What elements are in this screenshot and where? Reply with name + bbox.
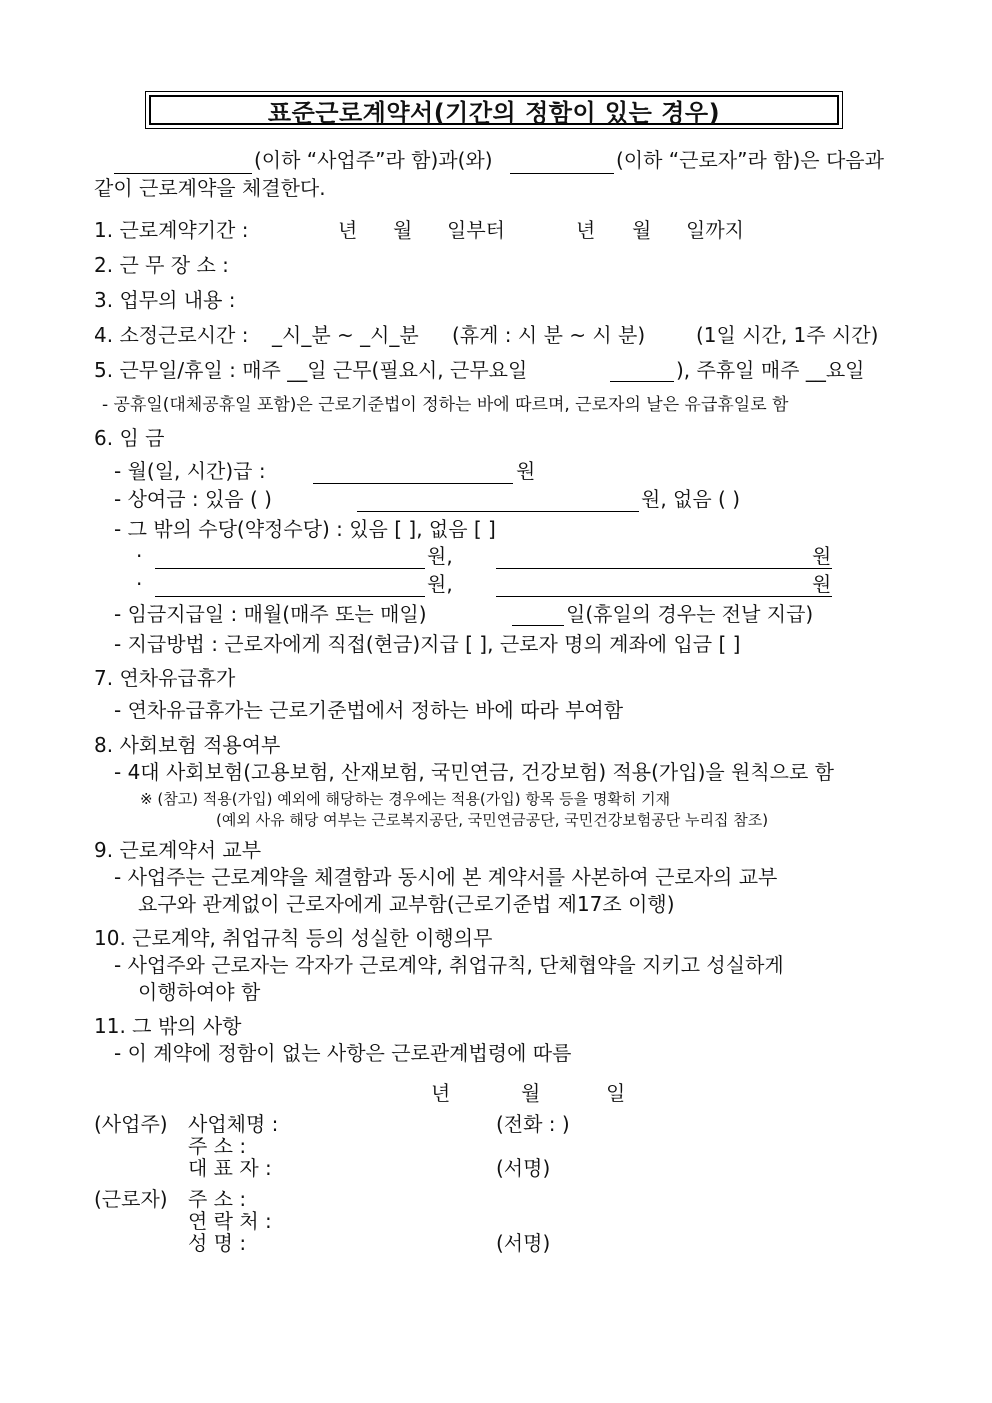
item1-month1: 월: [393, 218, 413, 242]
monthly-wage-label: - 월(일, 시간)급 :: [114, 459, 266, 483]
payday-tail: 일(휴일의 경우는 전날 지급): [566, 602, 814, 626]
employer-phone-label: (전화 : ): [496, 1112, 570, 1136]
item4-label: 4. 소정근로시간 :: [94, 323, 249, 347]
item5-tail: ), 주휴일 매주 __요일: [676, 358, 865, 382]
item10-text1: - 사업주와 근로자는 각자가 근로계약, 취업규칙, 단체협약을 지키고 성실하게: [114, 953, 784, 977]
item2-label: 2. 근 무 장 소 :: [94, 253, 229, 277]
item4-time: _시_분 ~ _시_분: [272, 323, 419, 347]
bonus-tail: 원, 없음 ( ): [641, 487, 740, 511]
item9-text1: - 사업주는 근로계약을 체결함과 동시에 본 계약서를 사본하여 근로자의 교부: [114, 865, 778, 889]
document-title: 표준근로계약서(기간의 정함이 있는 경우): [149, 95, 839, 125]
item6-label: 6. 임 금: [94, 426, 165, 450]
allowance-bullet-1: ·: [136, 544, 143, 568]
item9-label: 9. 근로계약서 교부: [94, 838, 262, 862]
employer-rep-label: 대 표 자 :: [188, 1156, 272, 1180]
worker-address-label: 주 소 :: [188, 1187, 247, 1211]
item10-label: 10. 근로계약, 취업규칙 등의 성실한 이행의무: [94, 926, 493, 950]
bonus-blank[interactable]: [357, 511, 639, 512]
allowance-label: - 그 밖의 수당(약정수당) : 있음 [ ], 없음 [ ]: [114, 517, 496, 541]
allowance-2a-blank[interactable]: [155, 596, 425, 597]
item4-rest: (휴게 : 시 분 ~ 시 분): [452, 323, 646, 347]
work-days-blank[interactable]: [610, 381, 674, 382]
item1-day1: 일부터: [447, 218, 505, 242]
intro-part2: (이하 “근로자”라 함)은 다음과: [616, 148, 884, 172]
item11-label: 11. 그 밖의 사항: [94, 1014, 242, 1038]
item5-note: - 공휴일(대체공휴일 포함)은 근로기준법이 정하는 바에 따르며, 근로자의 날은 유급휴일로 함: [102, 395, 789, 415]
payday-blank[interactable]: [512, 625, 564, 626]
date-month: 월: [521, 1081, 541, 1105]
worker-name-label: 성 명 :: [188, 1231, 247, 1255]
item1-label: 1. 근로계약기간 :: [94, 218, 249, 242]
worker-role: (근로자): [94, 1187, 168, 1211]
item8-note2: (예외 사유 해당 여부는 근로복지공단, 국민연금공단, 국민건강보험공단 누리집 참조): [216, 811, 769, 829]
allowance-2a-unit: 원,: [427, 572, 453, 596]
date-year: 년: [431, 1081, 451, 1105]
allowance-2b-blank[interactable]: [496, 596, 832, 597]
item5-label: 5. 근무일/휴일 : 매주 __일 근무(필요시, 근무요일: [94, 358, 528, 382]
item1-year1: 년: [338, 218, 358, 242]
item10-text2: 이행하여야 함: [138, 980, 261, 1004]
employer-signature[interactable]: (서명): [496, 1156, 551, 1180]
item1-month2: 월: [632, 218, 652, 242]
pay-method: - 지급방법 : 근로자에게 직접(현금)지급 [ ], 근로자 명의 계좌에 입금 [ ]: [114, 632, 741, 656]
item1-day2: 일까지: [686, 218, 744, 242]
allowance-bullet-2: ·: [136, 572, 143, 596]
intro-line2: 같이 근로계약을 체결한다.: [94, 176, 326, 200]
allowance-1b-unit: 원: [812, 544, 832, 568]
employer-name-blank[interactable]: [114, 173, 252, 174]
worker-signature[interactable]: (서명): [496, 1231, 551, 1255]
item8-text: - 4대 사회보험(고용보험, 산재보험, 국민연금, 건강보험) 적용(가입)을 원칙으로 함: [114, 760, 835, 784]
item8-label: 8. 사회보험 적용여부: [94, 733, 281, 757]
item7-text: - 연차유급휴가는 근로기준법에서 정하는 바에 따라 부여함: [114, 698, 624, 722]
payday-label: - 임금지급일 : 매월(매주 또는 매일): [114, 602, 427, 626]
employer-company-label: 사업체명 :: [188, 1112, 279, 1136]
date-day: 일: [606, 1081, 626, 1105]
monthly-wage-blank[interactable]: [313, 483, 513, 484]
monthly-wage-unit: 원: [516, 459, 536, 483]
item8-note1: ※ (참고) 적용(가입) 예외에 해당하는 경우에는 적용(가입) 항목 등을 명확히 기재: [140, 790, 671, 808]
bonus-label: - 상여금 : 있음 ( ): [114, 487, 272, 511]
allowance-2b-unit: 원: [812, 572, 832, 596]
employer-role: (사업주): [94, 1112, 168, 1136]
item11-text: - 이 계약에 정함이 없는 사항은 근로관계법령에 따름: [114, 1041, 572, 1065]
intro-part1: (이하 “사업주”라 함)과(와): [254, 148, 493, 172]
item3-label: 3. 업무의 내용 :: [94, 288, 236, 312]
title-box: [145, 91, 843, 129]
worker-contact-label: 연 락 처 :: [188, 1209, 272, 1233]
allowance-1a-blank[interactable]: [155, 568, 425, 569]
allowance-1a-unit: 원,: [427, 544, 453, 568]
worker-name-blank[interactable]: [510, 173, 614, 174]
allowance-1b-blank[interactable]: [496, 568, 832, 569]
item9-text2: 요구와 관계없이 근로자에게 교부함(근로기준법 제17조 이행): [138, 892, 675, 916]
item4-hours: (1일 시간, 1주 시간): [696, 323, 879, 347]
employer-address-label: 주 소 :: [188, 1134, 247, 1158]
item7-label: 7. 연차유급휴가: [94, 666, 236, 690]
item1-year2: 년: [576, 218, 596, 242]
